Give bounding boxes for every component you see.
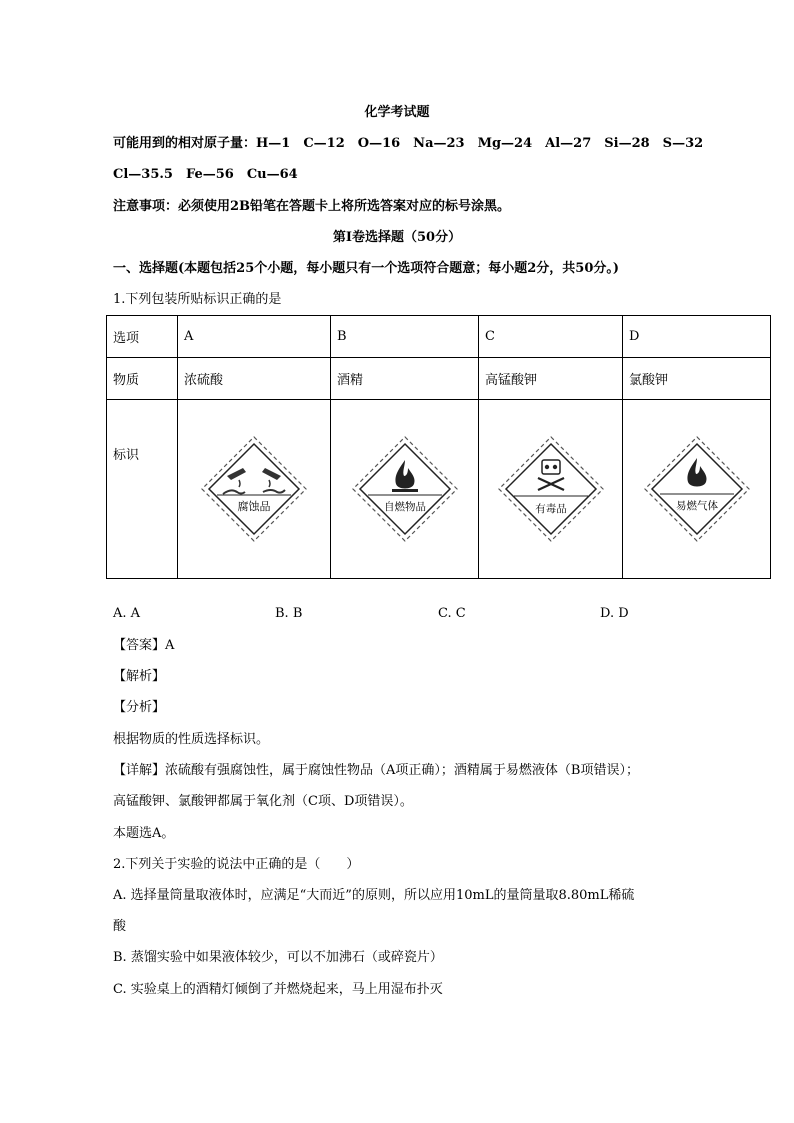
q1-stem: 1.下列包装所贴标识正确的是 <box>113 292 282 307</box>
sign-cell-d <box>623 400 771 579</box>
atomic-mass-line-2: Cl—35.5 Fe—56 Cu—64 <box>113 167 298 182</box>
q2-stem: 2.下列关于实验的说法中正确的是（ ） <box>113 857 360 872</box>
q2-option-b: B. 蒸馏实验中如果液体较少，可以不加沸石（或碎瓷片） <box>113 950 443 965</box>
combustible-sign <box>350 434 460 544</box>
flammable-gas-sign <box>642 434 752 544</box>
substance-a: 浓硫酸 <box>178 358 331 400</box>
sign-cell-c <box>479 400 623 579</box>
q1-table <box>106 315 771 579</box>
notice: 注意事项：必须使用2B铅笔在答题卡上将所选答案对应的标号涂黑。 <box>113 199 511 214</box>
choice-c: C. C <box>438 606 466 621</box>
exam-title: 化学考试题 <box>364 105 430 120</box>
q1-fenxi-head: 【分析】 <box>113 700 166 715</box>
corrosive-sign <box>199 434 309 544</box>
q2-option-a-line-2: 酸 <box>113 919 127 934</box>
row-label-option: 选项 <box>107 316 178 358</box>
sign-cell-b <box>331 400 479 579</box>
sign-text-b: 自燃物品 <box>383 501 426 513</box>
option-d: D <box>623 316 771 358</box>
q1-answer: 【答案】A <box>113 638 175 653</box>
sign-cell-a <box>178 400 331 579</box>
choice-b: B. B <box>275 606 303 621</box>
section-instruction: 一、选择题(本题包括25个小题，每小题只有一个选项符合题意；每小题2分，共50分。) <box>113 261 620 276</box>
sign-text-a: 腐蚀品 <box>237 500 271 513</box>
substance-c: 高锰酸钾 <box>479 358 623 400</box>
atomic-mass-line-1: 可能用到的相对原子量：H—1 C—12 O—16 Na—23 Mg—24 Al—27 Si—28 S—32 <box>113 136 704 151</box>
q2-option-c: C. 实验桌上的酒精灯倾倒了并燃烧起来，马上用湿布扑灭 <box>113 982 443 997</box>
choice-a: A. A <box>113 606 141 621</box>
sign-text-c: 有毒品 <box>534 503 567 515</box>
q2-option-a-line-1: A. 选择量筒量取液体时，应满足“大而近”的原则，所以应用10mL的量筒量取8.80mL稀硫 <box>113 888 635 903</box>
substance-d: 氯酸钾 <box>623 358 771 400</box>
substance-b: 酒精 <box>331 358 479 400</box>
q1-fenxi-text: 根据物质的性质选择标识。 <box>113 732 270 747</box>
toxic-sign <box>496 434 606 544</box>
q1-conclusion: 本题选A。 <box>113 826 175 841</box>
sign-text-d: 易燃气体 <box>675 500 718 512</box>
choice-d: D. D <box>600 606 629 621</box>
option-b: B <box>331 316 479 358</box>
section-title: 第Ⅰ卷选择题（50分） <box>332 230 462 245</box>
row-label-sign: 标识 <box>107 400 178 579</box>
q1-analysis-head: 【解析】 <box>113 669 166 684</box>
q1-detail-line-2: 高锰酸钾、氯酸钾都属于氧化剂（C项、D项错误）。 <box>113 794 413 809</box>
q1-detail-line-1: 【详解】浓硫酸有强腐蚀性，属于腐蚀性物品（A项正确）；酒精属于易燃液体（B项错误）； <box>113 763 639 778</box>
option-a: A <box>178 316 331 358</box>
option-c: C <box>479 316 623 358</box>
row-label-substance: 物质 <box>107 358 178 400</box>
